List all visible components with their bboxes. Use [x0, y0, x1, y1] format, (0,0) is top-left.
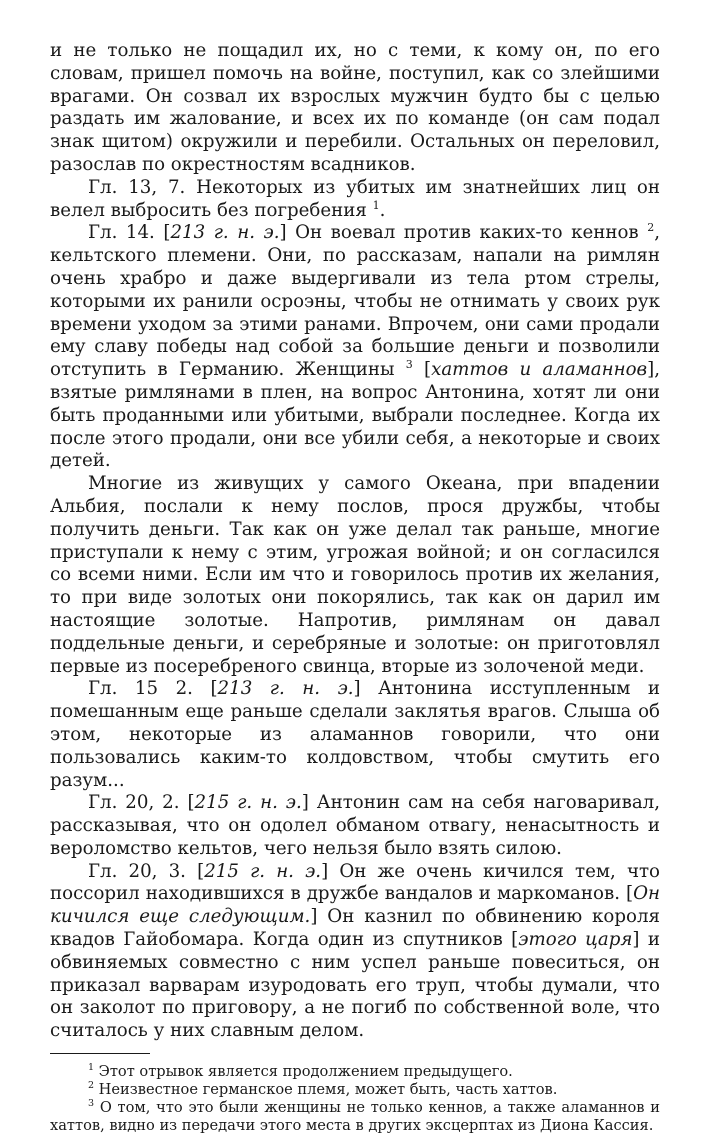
- footnote-text: О том, что это были женщины не только кеннов, а также аламаннов и хаттов, видно из передачи этого места в других эксцерптах из Диона Кассия.: [50, 1099, 660, 1135]
- text-paragraph: [50, 473, 660, 678]
- text-run: Гл. 14. [: [88, 222, 171, 244]
- text-paragraph: [50, 177, 660, 223]
- italic-insertion: Он кичился еще следующим.: [50, 883, 660, 928]
- text-paragraph: [50, 792, 660, 860]
- footnotes: [50, 1063, 660, 1135]
- footnote-divider: [50, 1053, 150, 1054]
- footnote-ref: 2: [647, 221, 655, 235]
- text-run: ] и обвиняемых совместно с ним успел раньше повеситься, он приказал варварам изуродовать его труп, чтобы думали, что он заколот по приговору, а не погиб по собственной воле, что считалось у них славным делом.: [50, 929, 661, 1042]
- text-run: Гл. 20, 2. [: [88, 792, 195, 814]
- footnote: [50, 1099, 660, 1135]
- text-run: [: [412, 359, 432, 381]
- text-run: ] Он казнил по обвинению короля квадов Гайобомара. Когда один из спутников [: [50, 906, 660, 951]
- footnote-ref: 3: [405, 358, 413, 372]
- text-run: ], взятые римлянами в плен, на вопрос Антонина, хотят ли они быть проданными или убитыми, выбрали последнее. Когда их после этого продали, они все убили себя, а некоторые и своих детей.: [50, 359, 660, 472]
- footnote-mark: 2: [88, 1080, 95, 1092]
- text-paragraph: [50, 678, 660, 792]
- text-paragraph: [50, 40, 660, 177]
- italic-insertion: хаттов и аламаннов: [431, 359, 648, 381]
- text-run: ] Он же очень кичился тем, что поссорил находившихся в дружбе вандалов и маркоманов. [: [50, 860, 660, 905]
- text-run: Гл. 20, 3. [: [88, 860, 205, 882]
- italic-insertion: 215 г. н. э.: [194, 792, 302, 814]
- italic-insertion: этого царя: [518, 929, 633, 951]
- text-run: , кельтского племени. Они, по рассказам, напали на римлян очень храбро и даже выдергивали из тела ртом стрелы, которыми их ранили осроэны, чтобы не отнимать у своих рук времени уходом за этими ранами. Впрочем, они сами продали ему славу победы над собой за большие деньги и позволили отступить в Германию. Женщины: [50, 222, 660, 381]
- main-text: [50, 40, 660, 1043]
- italic-insertion: 213 г. н. э.: [217, 678, 354, 700]
- text-run: Гл. 15 2. [: [88, 678, 218, 700]
- footnote-text: Этот отрывок является продолжением предыдущего.: [94, 1063, 513, 1081]
- text-run: и не только не пощадил их, но с теми, к кому он, по его словам, пришел помочь на войне, поступил, как со злейшими врагами. Он созвал их взрослых мужчин будто бы с целью раздать им жалование, и всех их по команде (он сам подал знак щитом) окружили и перебили. Остальных он переловил, разослав по окрестностям всадников.: [50, 40, 660, 175]
- italic-insertion: 215 г. н. э.: [204, 860, 322, 882]
- footnote: [50, 1063, 660, 1081]
- text-run: .: [379, 199, 386, 221]
- footnote: [50, 1081, 660, 1099]
- italic-insertion: 213 г. н. э.: [170, 222, 280, 244]
- text-run: ] Антонина исступленным и помешанным еще раньше сделали заклятья врагов. Слыша об этом, некоторые из аламаннов говорили, что они пользовались каким-то колдовством, чтобы смутить его разум...: [50, 678, 660, 791]
- footnote-mark: 3: [88, 1098, 95, 1110]
- text-paragraph: [50, 222, 660, 473]
- text-run: Многие из живущих у самого Океана, при впадении Альбия, послали к нему послов, прося дружбы, чтобы получить деньги. Так как он уже делал так раньше, многие приступали к нему с этим, угрожая войной; и он согласился со всеми ними. Если им что и говорилось против их желания, то при виде золотых они покорялись, так как он дарил им настоящие золотые. Напротив, римлянам он давал поддельные деньги, и серебряные и золотые: он приготовлял первые из посеребреного свинца, вторые из золоченой меди.: [50, 473, 660, 677]
- footnote-text: Неизвестное германское племя, может быть, часть хаттов.: [94, 1081, 558, 1099]
- text-paragraph: [50, 861, 660, 1043]
- text-run: ] Он воевал против каких-то кеннов: [279, 222, 648, 244]
- text-run: ] Антонин сам на себя наговаривал, рассказывая, что он одолел обманом отвагу, ненасытность и вероломство кельтов, чего нельзя было взять силою.: [50, 792, 661, 859]
- text-run: Гл. 13, 7. Некоторых из убитых им знатнейших лиц он велел выбросить без погребения: [50, 176, 660, 221]
- footnote-ref: 1: [372, 198, 380, 212]
- footnote-mark: 1: [88, 1062, 95, 1074]
